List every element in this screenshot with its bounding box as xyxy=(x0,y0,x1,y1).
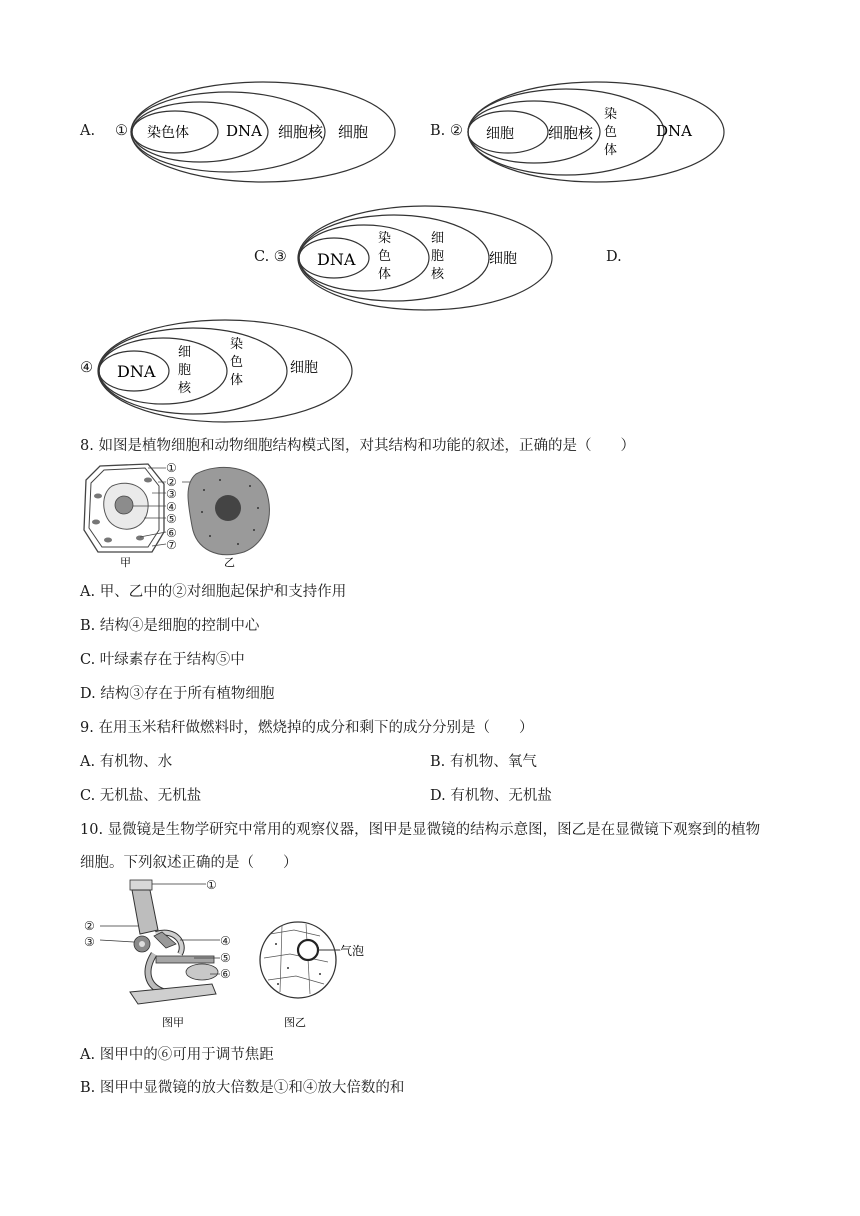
label-air-bubble: 气泡 xyxy=(340,944,365,958)
label-nucleus: 细胞核 xyxy=(278,123,324,141)
cell-label-1: ① xyxy=(166,461,177,475)
caption-tu-jia: 图甲 xyxy=(162,1016,184,1029)
option-d[interactable]: D. 结构③存在于所有植物细胞 xyxy=(80,686,275,702)
option-a[interactable]: A. 有机物、水 xyxy=(80,754,173,770)
caption-tu-yi: 图乙 xyxy=(284,1016,306,1029)
cell-label-3: ③ xyxy=(166,487,177,501)
label-nucleus-1: 细 xyxy=(178,345,192,360)
scope-label-6: ⑥ xyxy=(220,967,231,981)
caption-jia: 甲 xyxy=(120,556,131,569)
label-dna: DNA xyxy=(656,122,692,140)
label-chromosome-2: 色 xyxy=(230,355,244,370)
cell-label-6: ⑥ xyxy=(166,526,177,540)
option-c[interactable]: C. 无机盐、无机盐 xyxy=(80,788,202,804)
cell-label-5: ⑤ xyxy=(166,512,177,526)
caption-yi: 乙 xyxy=(224,556,235,569)
microscope-diagram xyxy=(80,874,380,1034)
label-chromosome-2: 色 xyxy=(378,249,392,264)
option-b[interactable]: B. 有机物、氧气 xyxy=(430,754,537,770)
option-d[interactable]: D. 有机物、无机盐 xyxy=(430,788,552,804)
option-d-number: ④ xyxy=(80,360,93,376)
label-chromosome-3: 体 xyxy=(604,143,618,158)
scope-label-5: ⑤ xyxy=(220,951,231,965)
option-c[interactable]: C. 叶绿素存在于结构⑤中 xyxy=(80,652,245,668)
option-c-diagram xyxy=(296,204,558,312)
question-8-stem: 8. 如图是植物细胞和动物细胞结构模式图，对其结构和功能的叙述，正确的是（ ） xyxy=(80,438,635,454)
option-c-letter[interactable]: C. ③ xyxy=(254,249,287,265)
label-nucleus-2: 胞 xyxy=(431,249,445,264)
option-a-letter[interactable]: A. xyxy=(80,123,96,139)
option-d-letter[interactable]: D. xyxy=(606,249,622,265)
label-chromosome-2: 色 xyxy=(604,125,618,140)
label-nucleus-2: 胞 xyxy=(178,363,192,378)
label-chromosome-1: 染 xyxy=(604,107,618,122)
label-chromosome-1: 染 xyxy=(378,231,392,246)
option-b[interactable]: B. 结构④是细胞的控制中心 xyxy=(80,618,260,634)
cell-diagram xyxy=(78,460,278,572)
option-d-diagram xyxy=(96,318,358,426)
label-dna: DNA xyxy=(117,362,156,381)
scope-label-4: ④ xyxy=(220,934,231,948)
cell-label-2: ② xyxy=(166,475,177,489)
label-nucleus: 细胞核 xyxy=(548,124,594,142)
option-b-letter[interactable]: B. ② xyxy=(430,123,463,139)
cell-label-4: ④ xyxy=(166,500,177,514)
label-cell: 细胞 xyxy=(338,123,369,141)
label-nucleus-3: 核 xyxy=(431,267,445,282)
option-b-diagram xyxy=(466,80,726,185)
label-chromosome: 染色体 xyxy=(147,125,189,141)
option-a[interactable]: A. 甲、乙中的②对细胞起保护和支持作用 xyxy=(80,584,347,600)
option-a[interactable]: A. 图甲中的⑥可用于调节焦距 xyxy=(80,1047,274,1063)
label-cell: 细胞 xyxy=(290,360,318,376)
label-nucleus-1: 细 xyxy=(431,231,445,246)
cell-label-7: ⑦ xyxy=(166,538,177,552)
label-chromosome-3: 体 xyxy=(230,373,244,388)
option-b[interactable]: B. 图甲中显微镜的放大倍数是①和④放大倍数的和 xyxy=(80,1080,405,1096)
scope-label-1: ① xyxy=(206,878,217,892)
label-dna: DNA xyxy=(317,250,356,269)
question-10-stem-line1: 10. 显微镜是生物学研究中常用的观察仪器，图甲是显微镜的结构示意图，图乙是在显微镜下观察到的植物 xyxy=(80,822,761,838)
label-chromosome-3: 体 xyxy=(378,267,392,282)
scope-label-2: ② xyxy=(84,919,95,933)
option-a-number: ① xyxy=(115,123,128,139)
label-nucleus-3: 核 xyxy=(178,381,192,396)
label-cell: 细胞 xyxy=(489,251,517,267)
label-cell: 细胞 xyxy=(486,126,514,142)
option-a-diagram xyxy=(130,80,400,185)
label-chromosome-1: 染 xyxy=(230,337,244,352)
question-10-stem-line2: 细胞。下列叙述正确的是（ ） xyxy=(80,855,298,871)
label-dna: DNA xyxy=(226,122,262,140)
scope-label-3: ③ xyxy=(84,935,95,949)
question-9-stem: 9. 在用玉米秸秆做燃料时，燃烧掉的成分和剩下的成分分别是（ ） xyxy=(80,720,534,736)
